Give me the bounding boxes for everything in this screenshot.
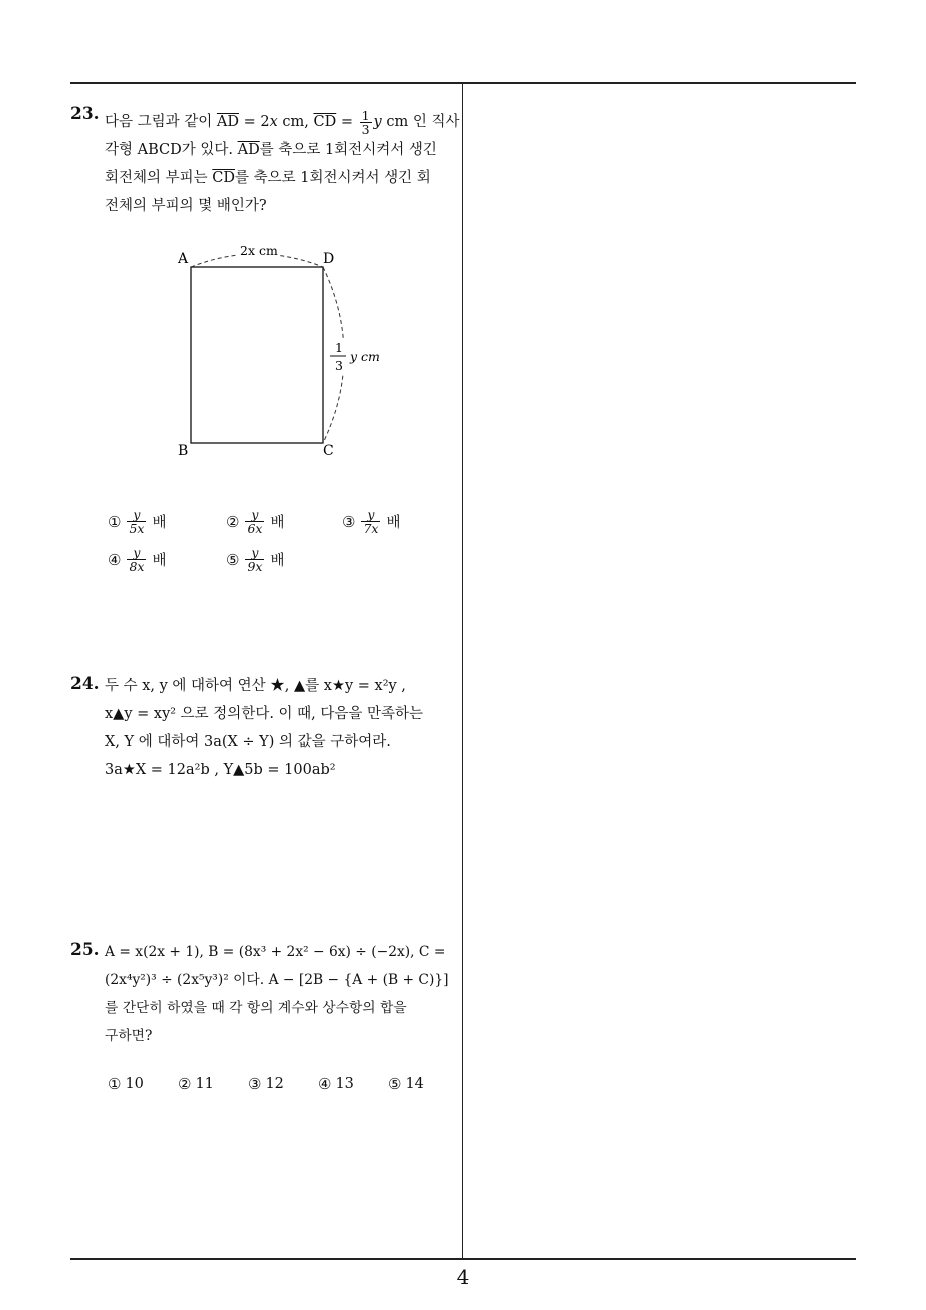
- top-dimension-label: 2x cm: [240, 243, 278, 258]
- question-24-text: [105, 672, 457, 784]
- q23-choice-5[interactable]: ⑤ $\frac{y}{9x}$ 배: [226, 545, 285, 574]
- q25-choice-3[interactable]: ③ 12: [248, 1075, 284, 1093]
- q25-line-3: 를 간단히 하였을 때 각 항의 계수와 상수항의 합을: [105, 1000, 407, 1016]
- q24-line-1: 두 수 x, y 에 대하여 연산 ★, ▲를 x★y = x²y ,: [105, 678, 406, 694]
- rectangle-abcd: [191, 267, 323, 443]
- column-divider: [462, 83, 463, 1259]
- segment-ad: $\overline{AD}$: [216, 114, 239, 130]
- q23-line-1: 다음 그림과 같이 $\overline{AD} = 2x$ cm, $\overline{CD}$ = $\frac{1}{3}$ y cm 인 직사: [105, 107, 460, 137]
- q23-line-3: 회전체의 부피는 $\overline{CD}$를 축으로 1회전시켜서 생긴 회: [105, 170, 431, 186]
- side-fraction-num: 1: [335, 340, 343, 355]
- q23-line-4: 전체의 부피의 몇 배인가?: [105, 198, 267, 214]
- q24-line-3: X, Y 에 대하여 3a(X ÷ Y) 의 값을 구하여라.: [105, 734, 391, 750]
- q24-line-4: 3a★X = 12a²b , Y▲5b = 100ab²: [105, 762, 336, 778]
- question-25-number: 25.: [70, 940, 100, 960]
- segment-cd: $\overline{CD}$: [313, 114, 337, 130]
- side-fraction-den: 3: [335, 358, 343, 373]
- page-number: 4: [456, 1265, 470, 1289]
- question-25-text: [105, 938, 457, 1050]
- fraction-one-third: $\frac{1}{3}$: [361, 107, 370, 137]
- label-a: A: [178, 251, 189, 267]
- segment-cd-2: $\overline{CD}$: [212, 170, 236, 186]
- question-24-number: 24.: [70, 674, 100, 694]
- q23-choice-1[interactable]: ① $\frac{y}{5x}$ 배: [108, 507, 167, 536]
- side-dimension-label: y cm: [350, 349, 380, 364]
- q23-line-2: 각형 ABCD가 있다. $\overline{AD}$를 축으로 1회전시켜서 생긴: [105, 142, 437, 158]
- q25-line-1: A = x(2x + 1), B = (8x³ + 2x² − 6x) ÷ (−2x), C =: [105, 944, 446, 960]
- q25-line-2: (2x⁴y²)³ ÷ (2x⁵y³)² 이다. A − [2B − {A + (B + C)}]: [105, 972, 449, 988]
- q25-choice-1[interactable]: ① 10: [108, 1075, 144, 1093]
- segment-ad-2: $\overline{AD}$: [237, 142, 260, 158]
- q23-choice-3[interactable]: ③ $\frac{y}{7x}$ 배: [342, 507, 401, 536]
- question-23-text: [105, 107, 460, 220]
- rectangle-figure: [160, 235, 400, 465]
- label-c: C: [323, 443, 334, 459]
- q25-choice-4[interactable]: ④ 13: [318, 1075, 354, 1093]
- q23-choice-4[interactable]: ④ $\frac{y}{8x}$ 배: [108, 545, 167, 574]
- label-b: B: [178, 443, 189, 459]
- question-23-number: 23.: [70, 104, 100, 124]
- q24-line-2: x▲y = xy² 으로 정의한다. 이 때, 다음을 만족하는: [105, 706, 424, 722]
- q25-choice-5[interactable]: ⑤ 14: [388, 1075, 424, 1093]
- q23-choice-2[interactable]: ② $\frac{y}{6x}$ 배: [226, 507, 285, 536]
- q25-choice-2[interactable]: ② 11: [178, 1075, 214, 1093]
- bottom-rule: [70, 1258, 856, 1260]
- label-d: D: [323, 251, 335, 267]
- q25-line-4: 구하면?: [105, 1028, 153, 1044]
